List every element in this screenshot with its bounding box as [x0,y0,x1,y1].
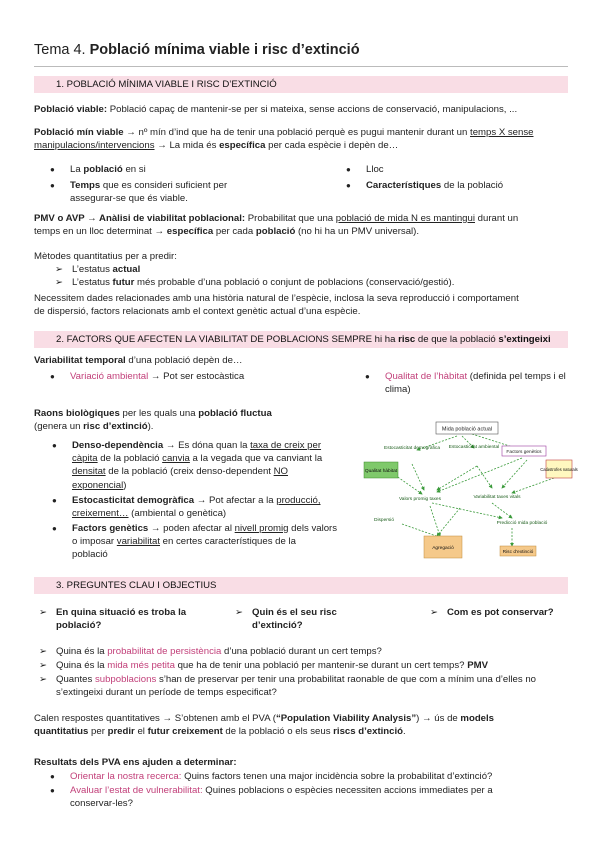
key-question: ➢ Quin és el seu risc d’extinció? [252,606,392,632]
node-aggregation-label: Agregació [432,546,454,551]
list-item: ● Temps que es consideri suficient per assegurar-se que és viable. [70,179,278,205]
list-item: ➢ L’estatus futur més probable d’una població o conjunt de poblacions (conservació/gestió). [72,276,454,289]
list-item: ● Estocasticitat demogràfica → Pot afectar a la producció, creixement… (ambiental o genètica) [72,494,354,520]
list-item: ➢ Quina és la probabilitat de persistència d’una població durant un cert temps? [56,645,568,658]
list-item: ➢ L’estatus actual [72,263,140,276]
node-size-prediction: Predicció mida població [496,521,548,526]
list-item: ● Característiques de la població [366,179,503,192]
definition-pv: Població viable: Població capaç de mantenir-se per si mateixa, sense accions de conservació, manipulacions, ... [34,104,518,115]
node-dispersal: Dispersió [374,518,394,523]
section-2-title: 2. FACTORS QUE AFECTEN LA VIABILITAT DE POBLACIONS SEMPRE hi ha risc de que la població s’extingeixi [56,334,551,345]
title-divider [34,66,568,67]
data-needs-paragraph: Necessitem dades relacionades amb una història natural de l’espècie, inclosa la seva reproducció i comportament de dispersió, factors relacionats amb el context genètic actual d’una espècie. [34,293,519,318]
node-environmental-stochasticity: Estocasticitat ambiental [448,445,500,450]
page-title: Tema 4. Població mínima viable i risc d’extinció [34,42,360,58]
pva-results-heading: Resultats dels PVA ens ajuden a determinar: [34,757,237,768]
section-1-header [34,76,568,93]
pva-factors-diagram [362,418,578,566]
list-item: ● Lloc [366,163,384,176]
section-2-header [34,331,568,348]
node-current-size-label: Mida població actual [441,426,493,433]
biological-reasons-intro: Raons biològiques per les quals una població fluctua (genera un risc d’extinció). [34,408,272,433]
list-item: ● La població en si [70,163,146,176]
methods-intro: Mètodes quantitatius per a predir: [34,251,177,262]
section-3-title: 3. PREGUNTES CLAU I OBJECTIUS [56,580,217,591]
list-item: ● Denso-dependència → Es dóna quan la taxa de creix per càpita de la població canvia a la vegada que va canviant la densitat de la població (creix denso-dependent NO exponencial) [72,439,352,492]
definition-pva: PMV o AVP → Anàlisi de viabilitat poblacional: Probabilitat que una població de mida N es mantingui durant un temps en un lloc determinat → específica per cada població (no hi ha un PMV universal). [34,213,519,238]
key-question: ➢ Com es pot conservar? [447,606,554,619]
node-extinction-risk-label: Risc d’extinció [502,550,534,555]
node-demographic-stochasticity: Estocasticitat demogràfica [384,446,440,451]
temporal-variability-intro: Variabilitat temporal d’una població depèn de… [34,355,243,366]
list-item: ● Qualitat de l’hàbitat (definida pel temps i el clima) [385,370,570,396]
node-genetic-factors-label: Factors genètics [506,450,542,455]
list-item: ● Orientar la nostra recerca: Quins factors tenen una major incidència sobre la probabilitat d’extinció? [70,770,568,783]
list-item: ● Avaluar l’estat de vulnerabilitat: Quines poblacions o espècies necessiten accions immediates per a conservar-les? [70,784,568,810]
list-item: ➢ Quina és la mida més petita que ha de tenir una població per mantenir-se durant un cert temps? PMV [56,659,568,672]
list-item: ➢ Quantes subpoblacions s’han de preservar per tenir una probabilitat raonable de que com a mínim una d’elles no s’extingeixi durant un període de temps especificat? [56,673,568,699]
key-question: ➢ En quina situació es troba la població? [56,606,206,632]
section-1-title: 1. POBLACIÓ MÍNIMA VIABLE I RISC D’EXTINCIÓ [56,79,277,90]
node-mean-rates: Valors promig taxes [398,497,442,502]
quantitative-answers-paragraph: Calen respostes quantitatives → S’obtenen amb el PVA (“Population Viability Analysis”) → ús de models quantitatius per predir el futur creixement de la població o els seus riscs d’extinció. [34,713,495,738]
list-item: ● Factors genètics → poden afectar al nivell promig dels valors o imposar variabilitat en certes característiques de la població [72,522,354,562]
section-3-header [34,577,568,594]
list-item: ● Variació ambiental → Pot ser estocàstica [70,370,244,383]
node-rate-variability: Variabilitat taxes vitals [473,495,521,500]
definition-pmv: Població mín viable → nº mín d’ind que ha de tenir una població perquè es pugui mantenir durant un temps X sense manipulacions/intervencions → La mida és específica per cada espècie i depèn de… [34,127,534,152]
node-catastrophes-label: Catàstrofes naturals [540,467,578,472]
node-habitat-quality-label: Qualitat hàbitat [364,469,398,474]
